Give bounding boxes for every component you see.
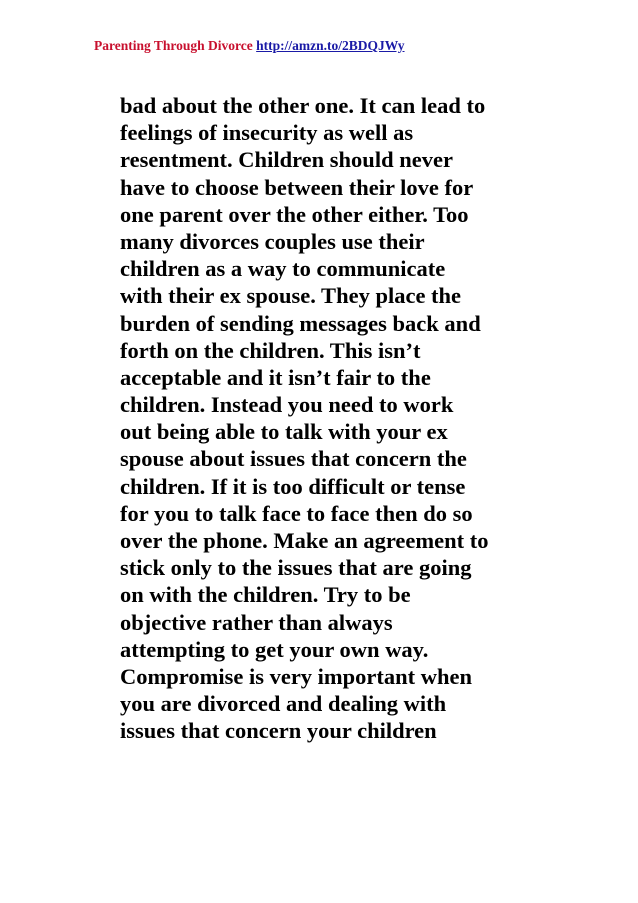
text-line: have to choose between their love for	[120, 174, 474, 200]
text-line: bad about the other one. It can lead to	[120, 93, 486, 118]
page-header	[94, 38, 405, 54]
text-line: you are divorced and dealing with	[120, 691, 447, 717]
text-line: one parent over the other either. Too	[120, 201, 469, 227]
text-line: over the phone. Make an agreement to	[120, 528, 489, 553]
text-line: objective rather than always	[120, 609, 393, 635]
text-line: stick only to the issues that are going	[120, 555, 472, 581]
text-line: feelings of insecurity as well as	[120, 120, 414, 146]
text-line: spouse about issues that concern the	[120, 446, 467, 472]
body-text	[120, 92, 560, 745]
text-line: many divorces couples use their	[120, 228, 425, 254]
text-line: burden of sending messages back and	[120, 310, 481, 336]
text-line: children. Instead you need to work	[120, 392, 454, 418]
header-link[interactable]: http://amzn.to/2BDQJWy	[256, 38, 405, 53]
text-line: for you to talk face to face then do so	[120, 500, 473, 526]
text-line: forth on the children. This isn’t	[120, 337, 421, 363]
text-line: children. If it is too difficult or tense	[120, 473, 466, 499]
text-line: with their ex spouse. They place the	[120, 283, 462, 309]
text-line: children as a way to communicate	[120, 256, 446, 282]
text-line: on with the children. Try to be	[120, 582, 411, 608]
header-title: Parenting Through Divorce	[94, 38, 253, 53]
text-line: Compromise is very important when	[120, 663, 473, 689]
text-line: out being able to talk with your ex	[120, 419, 448, 445]
text-line: resentment. Children should never	[120, 147, 453, 173]
text-line: attempting to get your own way.	[120, 636, 429, 662]
text-line: issues that concern your children	[120, 718, 437, 744]
text-line: acceptable and it isn’t fair to the	[120, 364, 431, 390]
